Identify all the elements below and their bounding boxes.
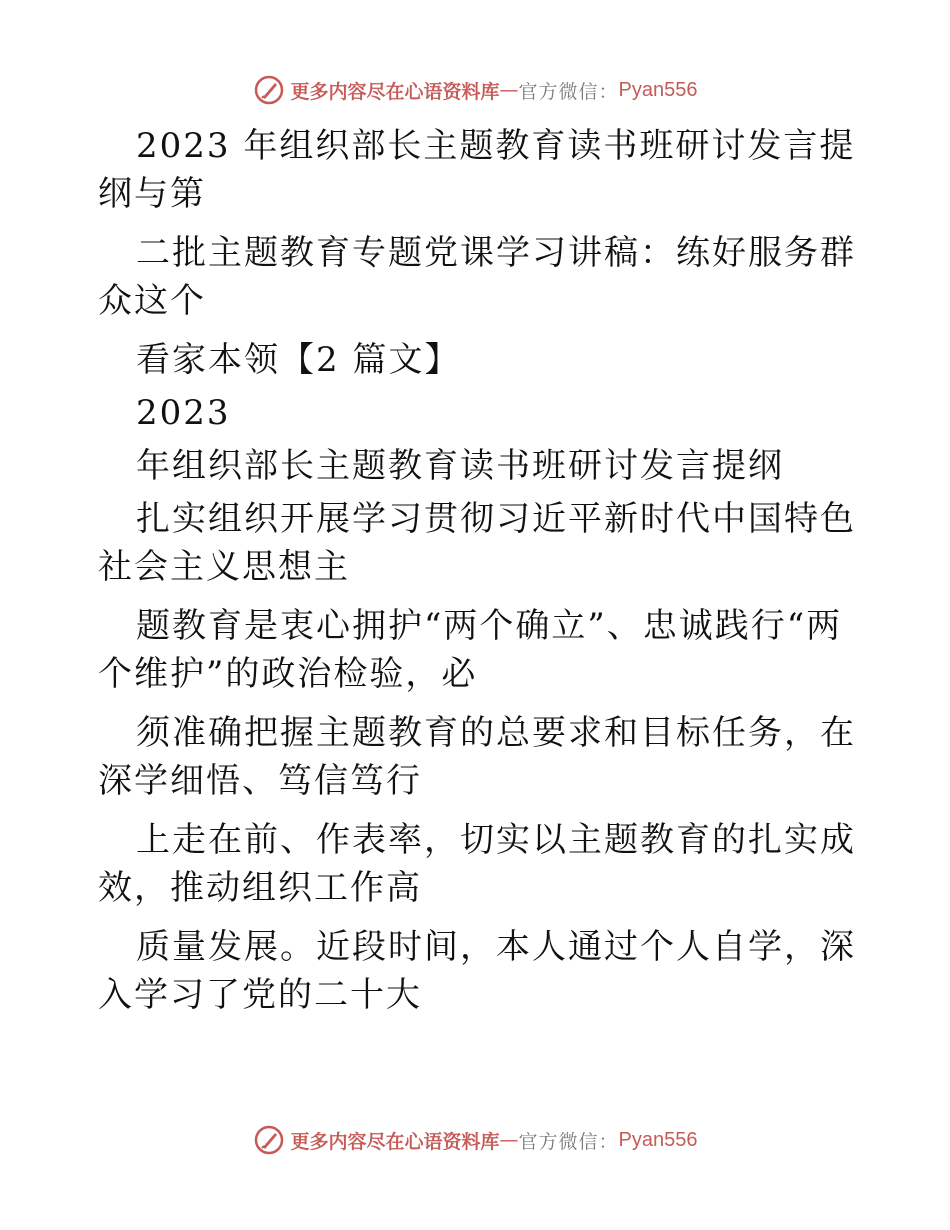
paragraph: 上走在前、作表率，切实以主题教育的扎实成效，推动组织工作高 [98, 820, 856, 908]
paragraph: 质量发展。近段时间，本人通过个人自学，深入学习了党的二十大 [98, 927, 856, 1015]
paragraph: 二批主题教育专题党课学习讲稿：练好服务群众这个 [98, 233, 856, 321]
footer-watermark [0, 1120, 950, 1160]
paragraph: 2023 年组织部长主题教育读书班研讨发言提纲与第 [98, 126, 856, 214]
watermark-id: Pyan556 [618, 78, 698, 101]
paragraph: 2023 [136, 393, 231, 433]
quill-logo-icon [253, 74, 285, 106]
paragraph: 须准确把握主题教育的总要求和目标任务，在深学细悟、笃信笃行 [98, 713, 856, 801]
document-body [98, 122, 858, 1030]
header-watermark [0, 70, 950, 110]
paragraph: 看家本领【2 篇文】 [136, 340, 461, 380]
quill-logo-icon [253, 1124, 285, 1156]
watermark-text: 更多内容尽在心语资料库 [290, 1130, 500, 1153]
watermark-id: Pyan556 [618, 1128, 698, 1151]
paragraph: 年组织部长主题教育读书班研讨发言提纲 [136, 446, 784, 486]
watermark-official: 官方微信： [518, 1130, 619, 1153]
watermark-text: 更多内容尽在心语资料库 [290, 80, 500, 103]
watermark-dash: — [499, 79, 519, 101]
watermark-dash: — [499, 1129, 519, 1151]
paragraph: 扎实组织开展学习贯彻习近平新时代中国特色社会主义思想主 [98, 499, 856, 587]
paragraph: 题教育是衷心拥护“两个确立”、忠诚践行“两个维护”的政治检验，必 [98, 606, 843, 694]
watermark-official: 官方微信： [518, 80, 619, 103]
